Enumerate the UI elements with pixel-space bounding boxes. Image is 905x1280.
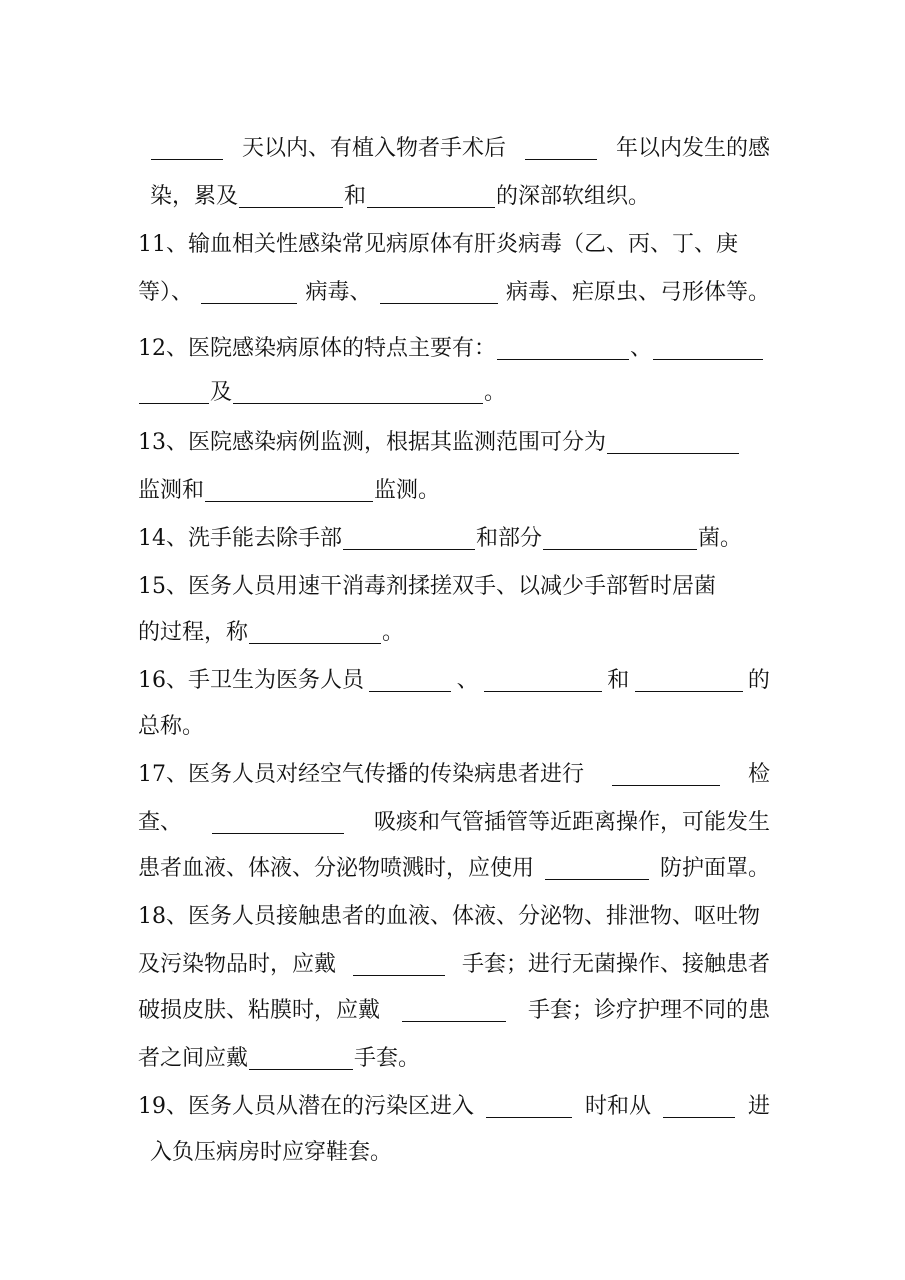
fill-blank[interactable] [353, 953, 445, 976]
text-segment: 。 [382, 620, 405, 645]
text-line [138, 604, 770, 644]
text-segment: 17、医务人员对经空气传播的传染病患者进行 [138, 762, 584, 787]
text-segment: 年以内发生的感 [615, 136, 770, 161]
fill-blank[interactable] [139, 381, 209, 404]
text-line [138, 652, 770, 692]
text-line [138, 794, 770, 834]
text-segment: 、 [456, 668, 479, 693]
fill-blank[interactable] [402, 999, 506, 1022]
fill-blank[interactable] [380, 281, 498, 304]
fill-blank[interactable] [233, 381, 483, 404]
text-segment: 查、 [138, 810, 183, 835]
text-segment: 。 [484, 380, 507, 405]
text-line [138, 982, 770, 1022]
text-line [150, 120, 770, 160]
fill-blank[interactable] [635, 669, 743, 692]
text-line [150, 1124, 770, 1164]
text-segment: 和部分 [476, 526, 543, 551]
text-segment: 防护面罩。 [659, 856, 770, 881]
text-line [138, 414, 770, 454]
text-segment: 进 [747, 1094, 770, 1119]
text-segment: 菌。 [698, 526, 743, 551]
fill-blank[interactable] [525, 137, 597, 160]
text-segment: 11、输血相关性感染常见病原体有肝炎病毒（乙、丙、丁、庚 [138, 232, 738, 257]
text-segment: 时和从 [584, 1094, 651, 1119]
fill-blank[interactable] [212, 811, 344, 834]
fill-blank[interactable] [607, 431, 739, 454]
fill-blank[interactable] [497, 337, 629, 360]
text-segment: 、 [630, 336, 653, 361]
fill-blank[interactable] [653, 337, 763, 360]
text-segment: 及污染物品时，应戴 [138, 952, 337, 977]
text-segment: 监测和 [138, 478, 205, 503]
fill-blank[interactable] [369, 669, 451, 692]
fill-blank[interactable] [239, 185, 343, 208]
text-segment: 及 [210, 380, 233, 405]
text-segment: 破损皮肤、粘膜时，应戴 [138, 998, 381, 1023]
text-segment: 吸痰和气管插管等近距离操作，可能发生 [373, 810, 770, 835]
fill-blank[interactable] [201, 281, 297, 304]
text-segment: 手套；进行无菌操作、接触患者 [461, 952, 770, 977]
fill-blank[interactable] [367, 185, 495, 208]
fill-blank[interactable] [486, 1095, 572, 1118]
text-segment: 手套；诊疗护理不同的患 [527, 998, 770, 1023]
text-segment: 15、医务人员用速干消毒剂揉搓双手、以减少手部暂时居菌 [138, 574, 716, 599]
text-segment: 手套。 [354, 1046, 421, 1071]
text-segment: 19、医务人员从潜在的污染区进入 [138, 1094, 474, 1119]
text-segment: 总称。 [138, 714, 205, 739]
text-segment: 入负压病房时应穿鞋套。 [150, 1140, 393, 1165]
text-line [138, 216, 770, 256]
text-line [138, 936, 770, 976]
text-segment: 12、医院感染病原体的特点主要有： [138, 336, 496, 361]
text-line [150, 168, 770, 208]
fill-blank[interactable] [612, 763, 720, 786]
text-segment: 和 [344, 184, 367, 209]
text-segment: 等）、 [138, 280, 194, 305]
fill-blank[interactable] [543, 527, 697, 550]
fill-blank[interactable] [545, 857, 649, 880]
text-line [138, 746, 770, 786]
fill-blank[interactable] [205, 479, 373, 502]
text-segment: 病毒、 [305, 280, 372, 305]
text-segment: 13、医院感染病例监测，根据其监测范围可分为 [138, 430, 606, 455]
text-line [138, 1078, 770, 1118]
text-segment: 的过程，称 [138, 620, 249, 645]
text-segment: 16、手卫生为医务人员 [138, 668, 364, 693]
text-segment: 的 [747, 668, 770, 693]
text-line [138, 840, 770, 880]
text-line [138, 698, 770, 738]
text-segment: 18、医务人员接触患者的血液、体液、分泌物、排泄物、呕吐物 [138, 904, 760, 929]
fill-blank[interactable] [151, 137, 223, 160]
text-line [138, 264, 770, 304]
fill-blank[interactable] [249, 1047, 353, 1070]
text-segment: 的深部软组织。 [496, 184, 651, 209]
text-segment: 14、洗手能去除手部 [138, 526, 342, 551]
text-segment: 患者血液、体液、分泌物喷溅时，应使用 [138, 856, 535, 881]
text-line [138, 1030, 770, 1070]
text-line [138, 888, 770, 928]
text-segment: 病毒、疟原虫、弓形体等。 [505, 280, 770, 305]
text-segment: 检 [747, 762, 770, 787]
text-segment: 和 [607, 668, 630, 693]
text-line [138, 320, 770, 360]
fill-blank[interactable] [663, 1095, 735, 1118]
text-segment: 者之间应戴 [138, 1046, 249, 1071]
text-segment: 染，累及 [150, 184, 239, 209]
fill-blank[interactable] [249, 621, 381, 644]
text-line [138, 462, 770, 502]
text-line [138, 510, 770, 550]
text-segment: 监测。 [374, 478, 441, 503]
text-line [138, 558, 770, 598]
text-segment: 天以内、有植入物者手术后 [241, 136, 506, 161]
text-line [138, 364, 770, 404]
fill-blank[interactable] [484, 669, 602, 692]
fill-blank[interactable] [343, 527, 475, 550]
